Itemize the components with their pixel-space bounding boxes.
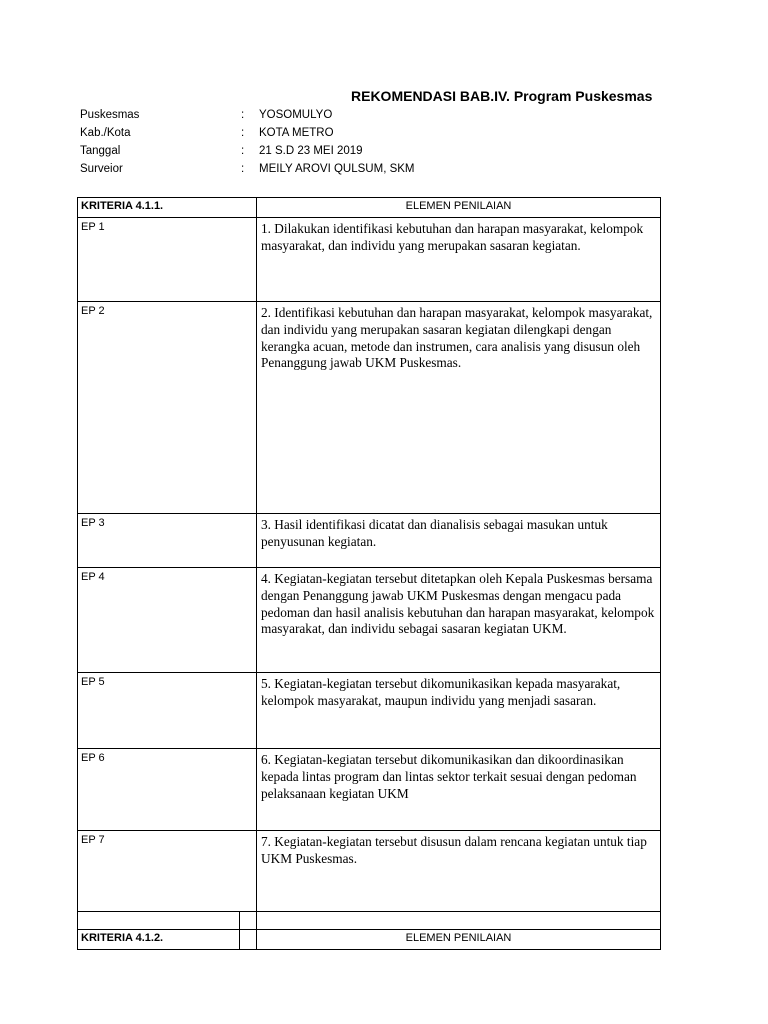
empty-cell (78, 912, 240, 930)
ep-row (78, 673, 661, 749)
info-value: MEILY AROVI QULSUM, SKM (259, 163, 415, 175)
elemen-header: ELEMEN PENILAIAN (257, 198, 661, 218)
empty-cell (240, 912, 257, 930)
info-colon: : (241, 163, 245, 175)
ep-label: EP 5 (78, 673, 257, 749)
info-value: KOTA METRO (259, 127, 334, 139)
info-value: YOSOMULYO (259, 109, 333, 121)
ep-label: EP 7 (78, 831, 257, 912)
ep-label: EP 3 (78, 514, 257, 568)
ep-label: EP 6 (78, 749, 257, 831)
ep-text: 2. Identifikasi kebutuhan dan harapan masyarakat, kelompok masyarakat, dan individu yang merupakan sasaran kegiatan dilengkapi dengan kerangka acuan, metode dan instrumen, cara analisis yang disusun oleh Penanggung jawab UKM Puskesmas. (257, 302, 661, 514)
ep-text: 4. Kegiatan-kegiatan tersebut ditetapkan oleh Kepala Puskesmas bersama dengan Penanggung jawab UKM Puskesmas dengan mengacu pada pedoman dan hasil analisis kebutuhan dan harapan masyarakat, kelompok masyarakat, dan individu sebagai sasaran kegiatan UKM. (257, 568, 661, 673)
assessment-table (77, 197, 661, 950)
criteria-label: KRITERIA 4.1.1. (78, 198, 257, 218)
ep-label: EP 1 (78, 218, 257, 302)
criteria-header-row (78, 930, 661, 950)
ep-label: EP 4 (78, 568, 257, 673)
elemen-header: ELEMEN PENILAIAN (257, 930, 661, 950)
info-value: 21 S.D 23 MEI 2019 (259, 145, 363, 157)
empty-cell (257, 912, 661, 930)
ep-row (78, 514, 661, 568)
info-colon: : (241, 127, 245, 139)
info-label: Kab./Kota (80, 127, 131, 139)
ep-text: 7. Kegiatan-kegiatan tersebut disusun dalam rencana kegiatan untuk tiap UKM Puskesmas. (257, 831, 661, 912)
ep-label: EP 2 (78, 302, 257, 514)
info-label: Puskesmas (80, 109, 140, 121)
info-colon: : (241, 109, 245, 121)
ep-text: 5. Kegiatan-kegiatan tersebut dikomunikasikan kepada masyarakat, kelompok masyarakat, maupun individu yang menjadi sasaran. (257, 673, 661, 749)
criteria-label: KRITERIA 4.1.2. (78, 930, 240, 950)
ep-text: 6. Kegiatan-kegiatan tersebut dikomunikasikan dan dikoordinasikan kepada lintas program dan lintas sektor terkait sesuai dengan pedoman pelaksanaan kegiatan UKM (257, 749, 661, 831)
ep-row (78, 749, 661, 831)
document-title: REKOMENDASI BAB.IV. Program Puskesmas (351, 88, 653, 104)
info-label: Tanggal (80, 145, 121, 157)
empty-cell (240, 930, 257, 950)
info-label: Surveior (80, 163, 123, 175)
ep-row (78, 302, 661, 514)
ep-text: 3. Hasil identifikasi dicatat dan dianalisis sebagai masukan untuk penyusunan kegiatan. (257, 514, 661, 568)
criteria-header-row (78, 198, 661, 218)
info-colon: : (241, 145, 245, 157)
ep-row (78, 218, 661, 302)
ep-text: 1. Dilakukan identifikasi kebutuhan dan harapan masyarakat, kelompok masyarakat, dan individu yang merupakan sasaran kegiatan. (257, 218, 661, 302)
ep-row (78, 831, 661, 912)
empty-spacer-row (78, 912, 661, 930)
ep-row (78, 568, 661, 673)
